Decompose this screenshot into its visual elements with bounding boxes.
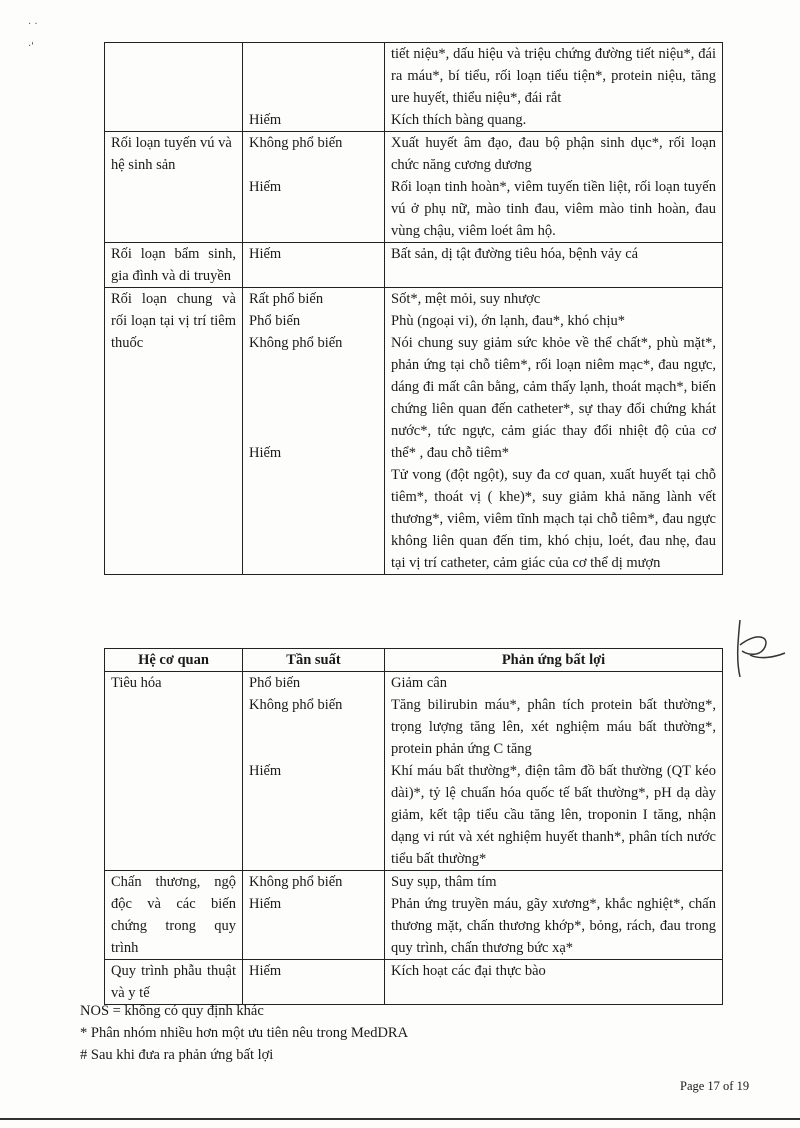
table-row xyxy=(105,243,723,288)
reaction-text: Giảm cân xyxy=(391,675,447,691)
table-row xyxy=(105,132,723,243)
reaction-text: Suy sụp, thâm tím xyxy=(391,874,497,890)
table-row xyxy=(105,288,723,575)
reaction-text: Sốt*, mệt mỏi, suy nhược xyxy=(391,291,541,307)
frequency-label: Phổ biến xyxy=(249,675,301,691)
reaction-cell xyxy=(385,132,723,243)
frequency-label: Hiếm xyxy=(249,896,282,912)
frequency-cell xyxy=(243,871,385,960)
table-header-row xyxy=(105,649,723,672)
table-row xyxy=(105,960,723,1005)
reaction-text: Kích thích bàng quang. xyxy=(391,112,527,128)
reaction-cell xyxy=(385,960,723,1005)
frequency-label: Hiếm xyxy=(249,445,282,461)
frequency-cell xyxy=(243,960,385,1005)
reaction-text: Xuất huyết âm đạo, đau bộ phận sinh dục*, rối loạn chức năng cương dương xyxy=(391,135,716,173)
handwritten-initials-icon xyxy=(730,615,790,685)
frequency-label: Không phổ biến xyxy=(249,135,343,151)
frequency-cell xyxy=(243,132,385,243)
reaction-text: Phản ứng truyền máu, gãy xương*, khắc nghiệt*, chấn thương mặt, chấn thương khớp*, bỏng, rách, đau trong quy trình, chấn thương bức xạ* xyxy=(391,896,716,956)
reaction-cell xyxy=(385,243,723,288)
adverse-reactions-table-continued xyxy=(104,42,723,575)
frequency-label: Không phổ biến xyxy=(249,697,343,713)
frequency-label: Không phổ biến xyxy=(249,335,343,351)
column-header-frequency: Tần suất xyxy=(243,649,385,672)
reaction-text: Tăng bilirubin máu*, phân tích protein bất thường*, trọng lượng tăng lên, xét nghiệm máu bất thường*, protein phản ứng C tăng xyxy=(391,697,716,757)
frequency-label: Hiếm xyxy=(249,179,282,195)
organ-cell: Rối loạn bẩm sinh, gia đình và di truyền xyxy=(105,243,243,288)
divider xyxy=(0,1118,800,1120)
reaction-text: Tử vong (đột ngột), suy đa cơ quan, xuất huyết tại chỗ tiêm*, thoát vị ( khe)*, suy giảm khả năng lành vết thương*, viêm, viêm tĩnh mạch tại chỗ tiêm*, đau ngực không liên quan đến tim, khó chịu, loét, đau nhẹ, đau tại vị trí catheter, cảm giác của cơ thể dị mượn xyxy=(391,467,716,571)
frequency-label: Hiếm xyxy=(249,963,282,979)
reaction-text: tiết niệu*, dấu hiệu và triệu chứng đường tiết niệu*, đái ra máu*, bí tiểu, rối loạn tiểu tiện*, protein niệu, tăng ure huyết, thiểu niệu*, đái rắt xyxy=(391,46,716,106)
reaction-text: Bất sản, dị tật đường tiêu hóa, bệnh vảy cá xyxy=(391,246,639,262)
organ-cell: Tiêu hóa xyxy=(105,672,243,871)
frequency-cell xyxy=(243,288,385,575)
frequency-label: Không phổ biến xyxy=(249,874,343,890)
column-header-reaction: Phản ứng bất lợi xyxy=(385,649,723,672)
reaction-text: Khí máu bất thường*, điện tâm đồ bất thường (QT kéo dài)*, tỷ lệ chuẩn hóa quốc tế bất thường*, pH dạ dày giảm, kết tập tiểu cầu tăng lên, troponin I tăng, nhận dạng vi rút và xét nghiệm huyết thanh*, phân tích nước tiểu bất thường* xyxy=(391,763,716,867)
footnote: NOS = không có quy định khác xyxy=(80,1003,264,1019)
table-row xyxy=(105,672,723,871)
frequency-cell xyxy=(243,672,385,871)
frequency-label: Phổ biến xyxy=(249,313,301,329)
organ-cell xyxy=(105,43,243,132)
organ-cell: Quy trình phẫu thuật và y tế xyxy=(105,960,243,1005)
column-header-organ: Hệ cơ quan xyxy=(105,649,243,672)
reaction-cell xyxy=(385,43,723,132)
frequency-label: Hiếm xyxy=(249,112,282,128)
organ-cell: Rối loạn chung và rối loạn tại vị trí tiêm thuốc xyxy=(105,288,243,575)
table-row xyxy=(105,43,723,132)
reaction-text: Nói chung suy giảm sức khỏe về thể chất*, phù mặt*, phản ứng tại chỗ tiêm*, rối loạn niêm mạc*, đau ngực, dáng đi mất cân bằng, cảm thấy lạnh, thoát mạch*, biến chứng liên quan đến catheter*, sự thay đổi chứng khát nước*, tức ngực, cảm giác thay đổi nhiệt độ của cơ thể* , đau chỗ tiêm* xyxy=(391,335,716,461)
frequency-cell xyxy=(243,43,385,132)
frequency-label: Hiếm xyxy=(249,763,282,779)
reaction-text: Kích hoạt các đại thực bào xyxy=(391,963,546,979)
corner-marks: · · ·' xyxy=(28,19,38,52)
reaction-cell xyxy=(385,288,723,575)
reaction-text: Phù (ngoại vi), ớn lạnh, đau*, khó chịu* xyxy=(391,313,625,329)
frequency-cell xyxy=(243,243,385,288)
organ-cell: Chấn thương, ngộ độc và các biến chứng trong quy trình xyxy=(105,871,243,960)
footnotes xyxy=(80,1000,720,1066)
reaction-text: Rối loạn tinh hoàn*, viêm tuyến tiền liệt, rối loạn tuyến vú ở phụ nữ, mào tinh đau, viêm mào tinh hoàn, đau vùng chậu, viêm loét âm hộ. xyxy=(391,179,716,239)
footnote: * Phân nhóm nhiều hơn một ưu tiên nêu trong MedDRA xyxy=(80,1025,409,1041)
adverse-reactions-table xyxy=(104,648,723,1005)
reaction-cell xyxy=(385,672,723,871)
table-row xyxy=(105,871,723,960)
page-number: Page 17 of 19 xyxy=(680,1079,750,1093)
reaction-cell xyxy=(385,871,723,960)
frequency-label: Hiếm xyxy=(249,246,282,262)
frequency-label: Rất phổ biến xyxy=(249,291,324,307)
footnote: # Sau khi đưa ra phản ứng bất lợi xyxy=(80,1047,274,1063)
organ-cell: Rối loạn tuyến vú và hệ sinh sản xyxy=(105,132,243,243)
